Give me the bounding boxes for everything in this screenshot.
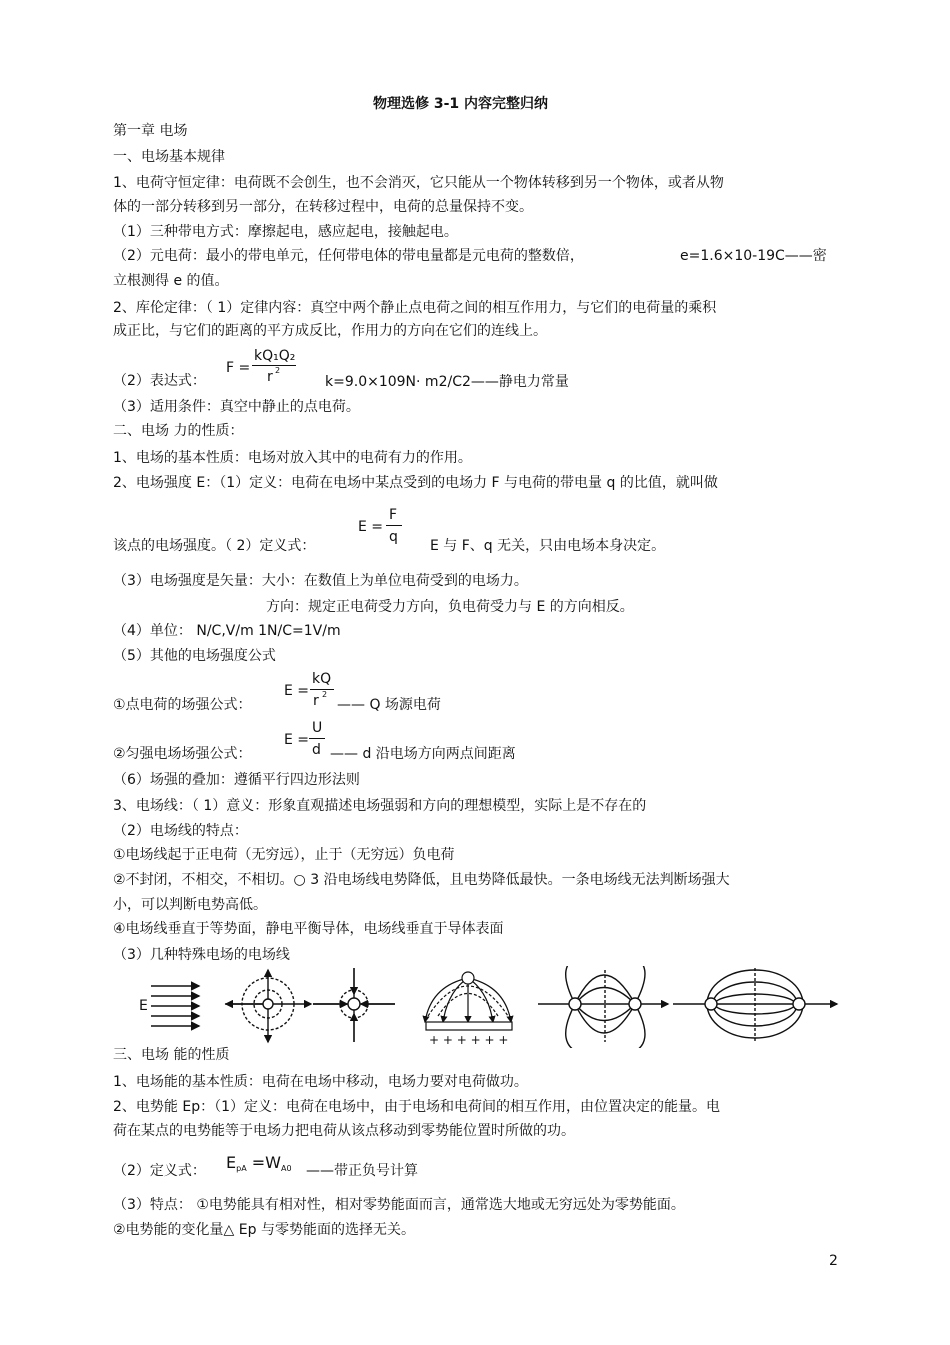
text-line: （2）定义式： <box>113 1163 206 1179</box>
text-line: （6）场强的叠加：遵循平行四边形法则 <box>113 772 360 788</box>
formula-numerator: F <box>389 507 398 523</box>
formula-exponent: 2 <box>275 366 281 375</box>
text-line: 体的一部分转移到另一部分，在转移过程中，电荷的总量保持不变。 <box>113 199 533 215</box>
text-line: 方向：规定正电荷受力方向，负电荷受力与 E 的方向相反。 <box>266 599 634 615</box>
text-line: ④电场线垂直于等势面，静电平衡导体，电场线垂直于导体表面 <box>113 921 504 937</box>
text-line: ②不封闭，不相交，不相切。○ 3 沿电场线电势降低，且电势降低最快。一条电场线无法判断场强大 <box>113 872 730 888</box>
text-line: ①点电荷的场强公式： <box>113 697 252 713</box>
text-line: 2、电场强度 E：（1）定义：电荷在电场中某点受到的电场力 F 与电荷的带电量 q 的比值，就叫做 <box>113 475 718 491</box>
text-line: 2、电势能 Ep：（1）定义：电荷在电场中，由于电场和电荷间的相互作用，由位置决定的能量。电 <box>113 1099 720 1115</box>
text-line: （2）表达式： <box>113 373 206 389</box>
text-line: 3、电场线：（ 1）意义：形象直观描述电场强弱和方向的理想模型，实际上是不存在的 <box>113 798 647 814</box>
text-line: 1、电荷守恒定律：电荷既不会创生，也不会消灭，它只能从一个物体转移到另一个物体，或者从物 <box>113 175 724 191</box>
text-line: 1、电场的基本性质：电场对放入其中的电荷有力的作用。 <box>113 450 472 466</box>
text-line: ②匀强电场场强公式： <box>113 746 252 762</box>
text-line: 2、库伦定律：（ 1）定律内容：真空中两个静止点电荷之间的相互作用力，与它们的电荷量的乘积 <box>113 300 717 316</box>
text-line: 该点的电场强度。（ 2）定义式： <box>113 538 316 554</box>
text-line: （3）几种特殊电场的电场线 <box>113 947 290 963</box>
text-line: E 与 F、q 无关，只由电场本身决定。 <box>430 538 666 554</box>
text-line: ——带正负号计算 <box>306 1163 418 1179</box>
text-line: ②电势能的变化量△ Ep 与零势能面的选择无关。 <box>113 1222 415 1238</box>
formula-ep-subscript: pA <box>236 1164 247 1173</box>
uniform-field-icon <box>151 986 199 1026</box>
section-heading: 二、电场 力的性质： <box>113 423 244 439</box>
svg-text:+ + + + + +: + + + + + + <box>429 1033 509 1047</box>
text-line: —— Q 场源电荷 <box>337 697 441 713</box>
text-line: （3）适用条件：真空中静止的点电荷。 <box>113 399 360 415</box>
fraction-bar <box>309 738 325 739</box>
formula-w-subscript: A0 <box>281 1164 292 1173</box>
formula-ep <box>226 1154 292 1178</box>
text-line: （3）特点： ①电势能具有相对性，相对零势能面而言，通常选大地或无穷远处为零势能面。 <box>113 1197 685 1213</box>
formula-lhs: E = <box>284 683 310 699</box>
fraction-bar <box>252 365 296 366</box>
like-charges-field-icon <box>673 968 837 1042</box>
text-line: —— d 沿电场方向两点间距离 <box>330 746 516 762</box>
formula-denominator: r <box>313 693 319 709</box>
formula-denominator: q <box>389 529 398 545</box>
page-number: 2 <box>829 1253 838 1269</box>
formula-ep-symbol: E <box>226 1153 237 1172</box>
text-line: 成正比，与它们的距离的平方成反比，作用力的方向在它们的连线上。 <box>113 323 547 339</box>
section-heading: 一、电场基本规律 <box>113 149 225 165</box>
formula-numerator: U <box>312 720 323 736</box>
formula-denominator: d <box>312 742 321 758</box>
positive-charge-field-icon <box>225 970 311 1042</box>
formula-lhs: F = <box>226 360 251 376</box>
formula-equals-w: =W <box>251 1153 281 1172</box>
text-line: 1、电场能的基本性质：电荷在电场中移动，电场力要对电荷做功。 <box>113 1074 528 1090</box>
negative-charge-field-icon <box>313 968 395 1042</box>
text-line: e=1.6×10-19C——密 <box>680 248 827 264</box>
text-line: （4）单位： N/C,V/m 1N/C=1V/m <box>113 623 341 639</box>
chapter-heading: 第一章 电场 <box>113 123 188 139</box>
text-line: 立根测得 e 的值。 <box>113 273 229 289</box>
text-line: 荷在某点的电势能等于电场力把电荷从该点移动到零势能位置时所做的功。 <box>113 1123 575 1139</box>
text-line: 小，可以判断电势高低。 <box>113 897 267 913</box>
section-heading: 三、电场 能的性质 <box>113 1047 230 1063</box>
field-lines-diagram <box>113 966 843 1048</box>
charge-plate-field-icon <box>425 972 512 1047</box>
diagram-label-e: E <box>139 998 148 1014</box>
text-line: （3）电场强度是矢量：大小：在数值上为单位电荷受到的电场力。 <box>113 573 528 589</box>
text-line: （5）其他的电场强度公式 <box>113 648 276 664</box>
text-line: ①电场线起于正电荷（无穷远），止于（无穷远）负电荷 <box>113 847 455 863</box>
formula-lhs: E = <box>358 519 384 535</box>
text-line: （1）三种带电方式：摩擦起电，感应起电，接触起电。 <box>113 224 458 240</box>
text-line: （2）电场线的特点： <box>113 823 248 839</box>
formula-numerator: kQ <box>312 671 332 687</box>
formula-exponent: 2 <box>322 690 328 699</box>
formula-denominator: r <box>267 369 273 385</box>
text-line: （2）元电荷：最小的带电单元，任何带电体的带电量都是元电荷的整数倍， <box>113 248 584 264</box>
fraction-bar <box>386 525 402 526</box>
page-title: 物理选修 3-1 内容完整归纳 <box>373 96 549 112</box>
dipole-field-icon <box>538 966 668 1048</box>
text-line: k=9.0×109N· m2/C2——静电力常量 <box>325 374 569 390</box>
formula-numerator: kQ₁Q₂ <box>254 348 296 364</box>
formula-lhs: E = <box>284 732 310 748</box>
